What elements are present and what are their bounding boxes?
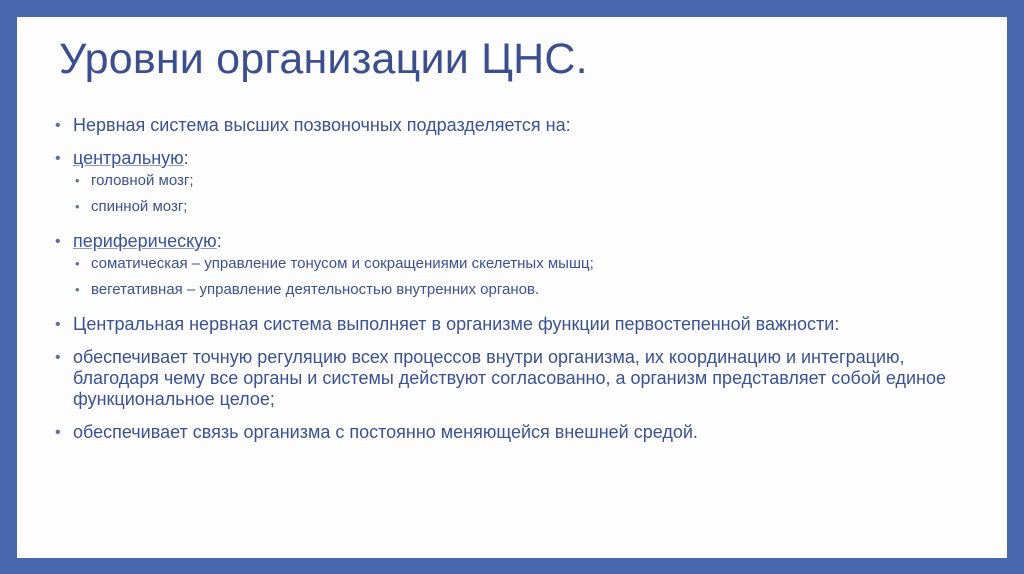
item-text: : [183, 148, 189, 168]
list-item [55, 231, 985, 252]
item-text: головной мозг; [91, 172, 194, 189]
slide-title: Уровни организации ЦНС. [59, 35, 588, 83]
bullet-icon: • [55, 150, 61, 167]
list-item [55, 115, 985, 136]
bullet-icon: • [75, 256, 80, 271]
list-item [55, 148, 985, 169]
item-text: обеспечивает точную регуляцию всех процессов внутри организма, их координацию и интеграцию, благодаря чему все органы и системы действуют согласованно, а организм представляет собой единое функциональное целое; [73, 347, 947, 409]
sub-list-item [75, 280, 985, 300]
item-text: обеспечивает связь организма с постоянно меняющейся внешней средой. [73, 422, 698, 442]
list-item [55, 422, 985, 443]
item-keyword: центральную [73, 148, 184, 168]
item-text: вегетативная – управление деятельностью внутренних органов. [91, 281, 540, 298]
bullet-icon: • [55, 316, 61, 333]
list-item [55, 314, 985, 335]
bullet-icon: • [75, 173, 80, 188]
bullet-icon: • [55, 117, 61, 134]
item-text: Центральная нервная система выполняет в организме функции первостепенной важности: [73, 314, 840, 334]
item-text: соматическая – управление тонусом и сокращениями скелетных мышц; [91, 255, 594, 272]
slide [17, 17, 1007, 558]
bullet-icon: • [55, 349, 61, 366]
sub-list-item [75, 171, 985, 191]
bullet-icon: • [75, 199, 80, 214]
bullet-icon: • [55, 233, 61, 250]
bullet-list [55, 115, 985, 452]
sub-list-item [75, 197, 985, 217]
item-text: спинной мозг; [91, 198, 188, 215]
item-text: Нервная система высших позвоночных подразделяется на: [73, 115, 571, 135]
sub-list-item [75, 254, 985, 274]
item-keyword: периферическую [73, 231, 217, 251]
list-item [55, 347, 985, 410]
bullet-icon: • [75, 282, 80, 297]
item-text: : [216, 231, 222, 251]
bullet-icon: • [55, 424, 61, 441]
